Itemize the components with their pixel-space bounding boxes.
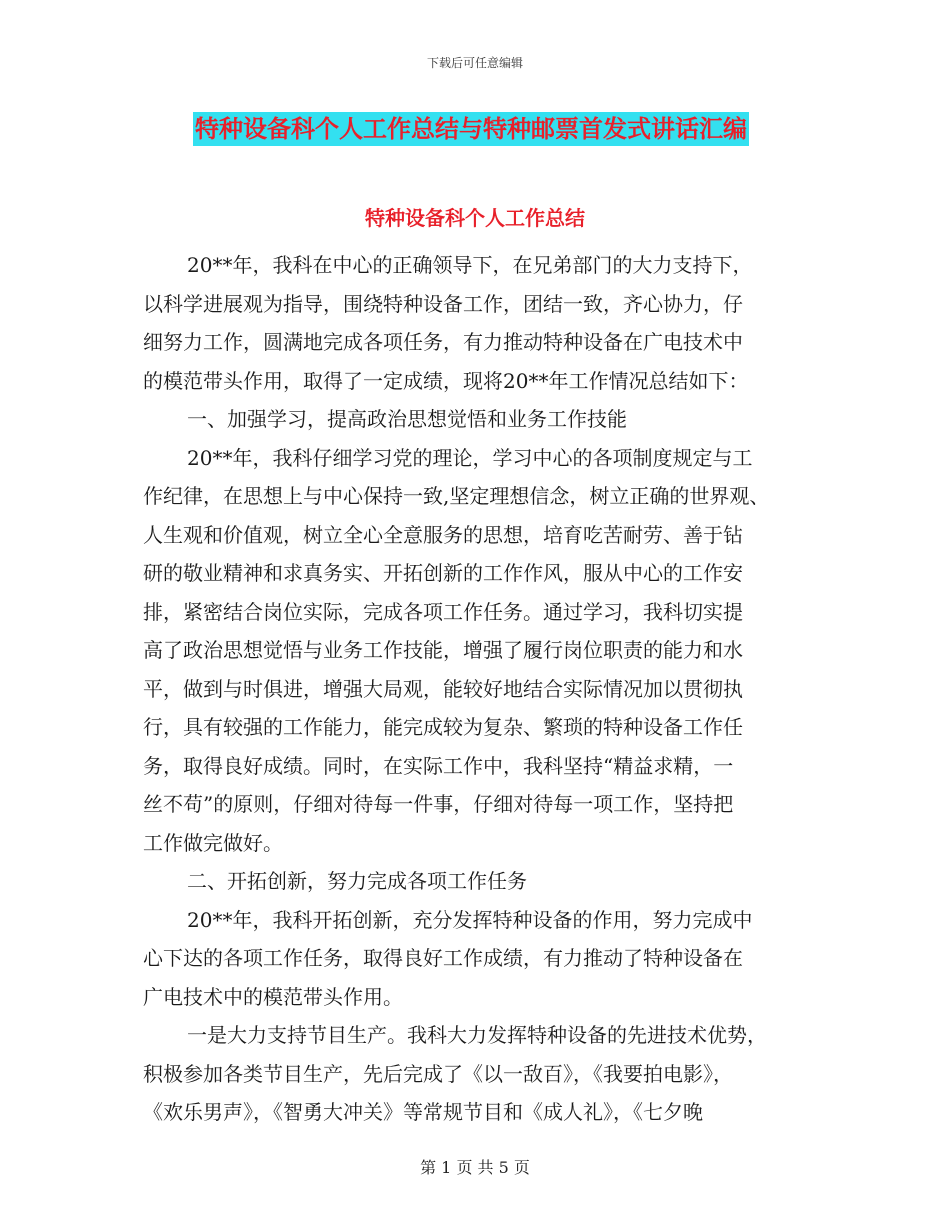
paragraph-line: 以科学进展观为指导，围绕特种设备工作，团结一致，齐心协力，仔 bbox=[143, 291, 743, 316]
paragraph-line: 人生观和价值观，树立全心全意服务的思想，培育吃苦耐劳、善于钻 bbox=[143, 522, 743, 547]
page-header-note: 下载后可任意编辑 bbox=[426, 56, 523, 70]
paragraph-line: 20**年，我科开拓创新，充分发挥特种设备的作用，努力完成中 bbox=[187, 907, 753, 932]
paragraph-line: 务，取得良好成绩。同时，在实际工作中，我科坚持“精益求精，一 bbox=[143, 753, 734, 778]
paragraph-line: 20**年，我科仔细学习党的理论，学习中心的各项制度规定与工 bbox=[187, 445, 753, 470]
paragraph-line: 心下达的各项工作任务，取得良好工作成绩，有力推动了特种设备在 bbox=[143, 946, 743, 970]
page-number: 第 1 页 共 5 页 bbox=[420, 1158, 530, 1177]
paragraph-line: 研的敬业精神和求真务实、开拓创新的工作作风，服从中心的工作安 bbox=[143, 561, 743, 585]
paragraph-line: 积极参加各类节目生产，先后完成了《以一敌百》，《我要拍电影》， bbox=[143, 1061, 733, 1086]
heading-line: 二、开拓创新，努力完成各项工作任务 bbox=[187, 869, 527, 893]
paragraph-line: 细努力工作，圆满地完成各项任务，有力推动特种设备在广电技术中 bbox=[143, 330, 743, 354]
document-title: 特种设备科个人工作总结与特种邮票首发式讲话汇编 bbox=[193, 112, 749, 146]
heading-line: 一、加强学习，提高政治思想觉悟和业务工作技能 bbox=[187, 407, 627, 431]
paragraph-line: 《欢乐男声》，《智勇大冲关》等常规节目和《成人礼》，《七夕晚 bbox=[143, 1100, 703, 1124]
body-text bbox=[143, 246, 811, 1132]
paragraph-line: 作纪律，在思想上与中心保持一致,坚定理想信念，树立正确的世界观、 bbox=[143, 484, 770, 508]
paragraph-line: 20**年，我科在中心的正确领导下，在兄弟部门的大力支持下， bbox=[187, 253, 753, 277]
paragraph-line: 的模范带头作用，取得了一定成绩，现将20**年工作情况总结如下： bbox=[143, 368, 749, 393]
paragraph-line: 排，紧密结合岗位实际，完成各项工作任务。通过学习，我科切实提 bbox=[143, 599, 743, 624]
paragraph-line: 行，具有较强的工作能力，能完成较为复杂、繁琐的特种设备工作任 bbox=[143, 715, 743, 739]
paragraph-line: 平，做到与时俱进，增强大局观，能较好地结合实际情况加以贯彻执 bbox=[143, 676, 743, 701]
paragraph-line: 一是大力支持节目生产。我科大力发挥特种设备的先进技术优势， bbox=[187, 1023, 767, 1047]
paragraph-line: 丝不苟”的原则，仔细对待每一件事，仔细对待每一项工作，坚持把 bbox=[143, 792, 734, 816]
paragraph-line: 工作做完做好。 bbox=[143, 830, 283, 855]
paragraph-line: 广电技术中的模范带头作用。 bbox=[143, 984, 403, 1009]
section-title: 特种设备科个人工作总结 bbox=[365, 206, 585, 230]
paragraph-line: 高了政治思想觉悟与业务工作技能，增强了履行岗位职责的能力和水 bbox=[143, 638, 743, 662]
